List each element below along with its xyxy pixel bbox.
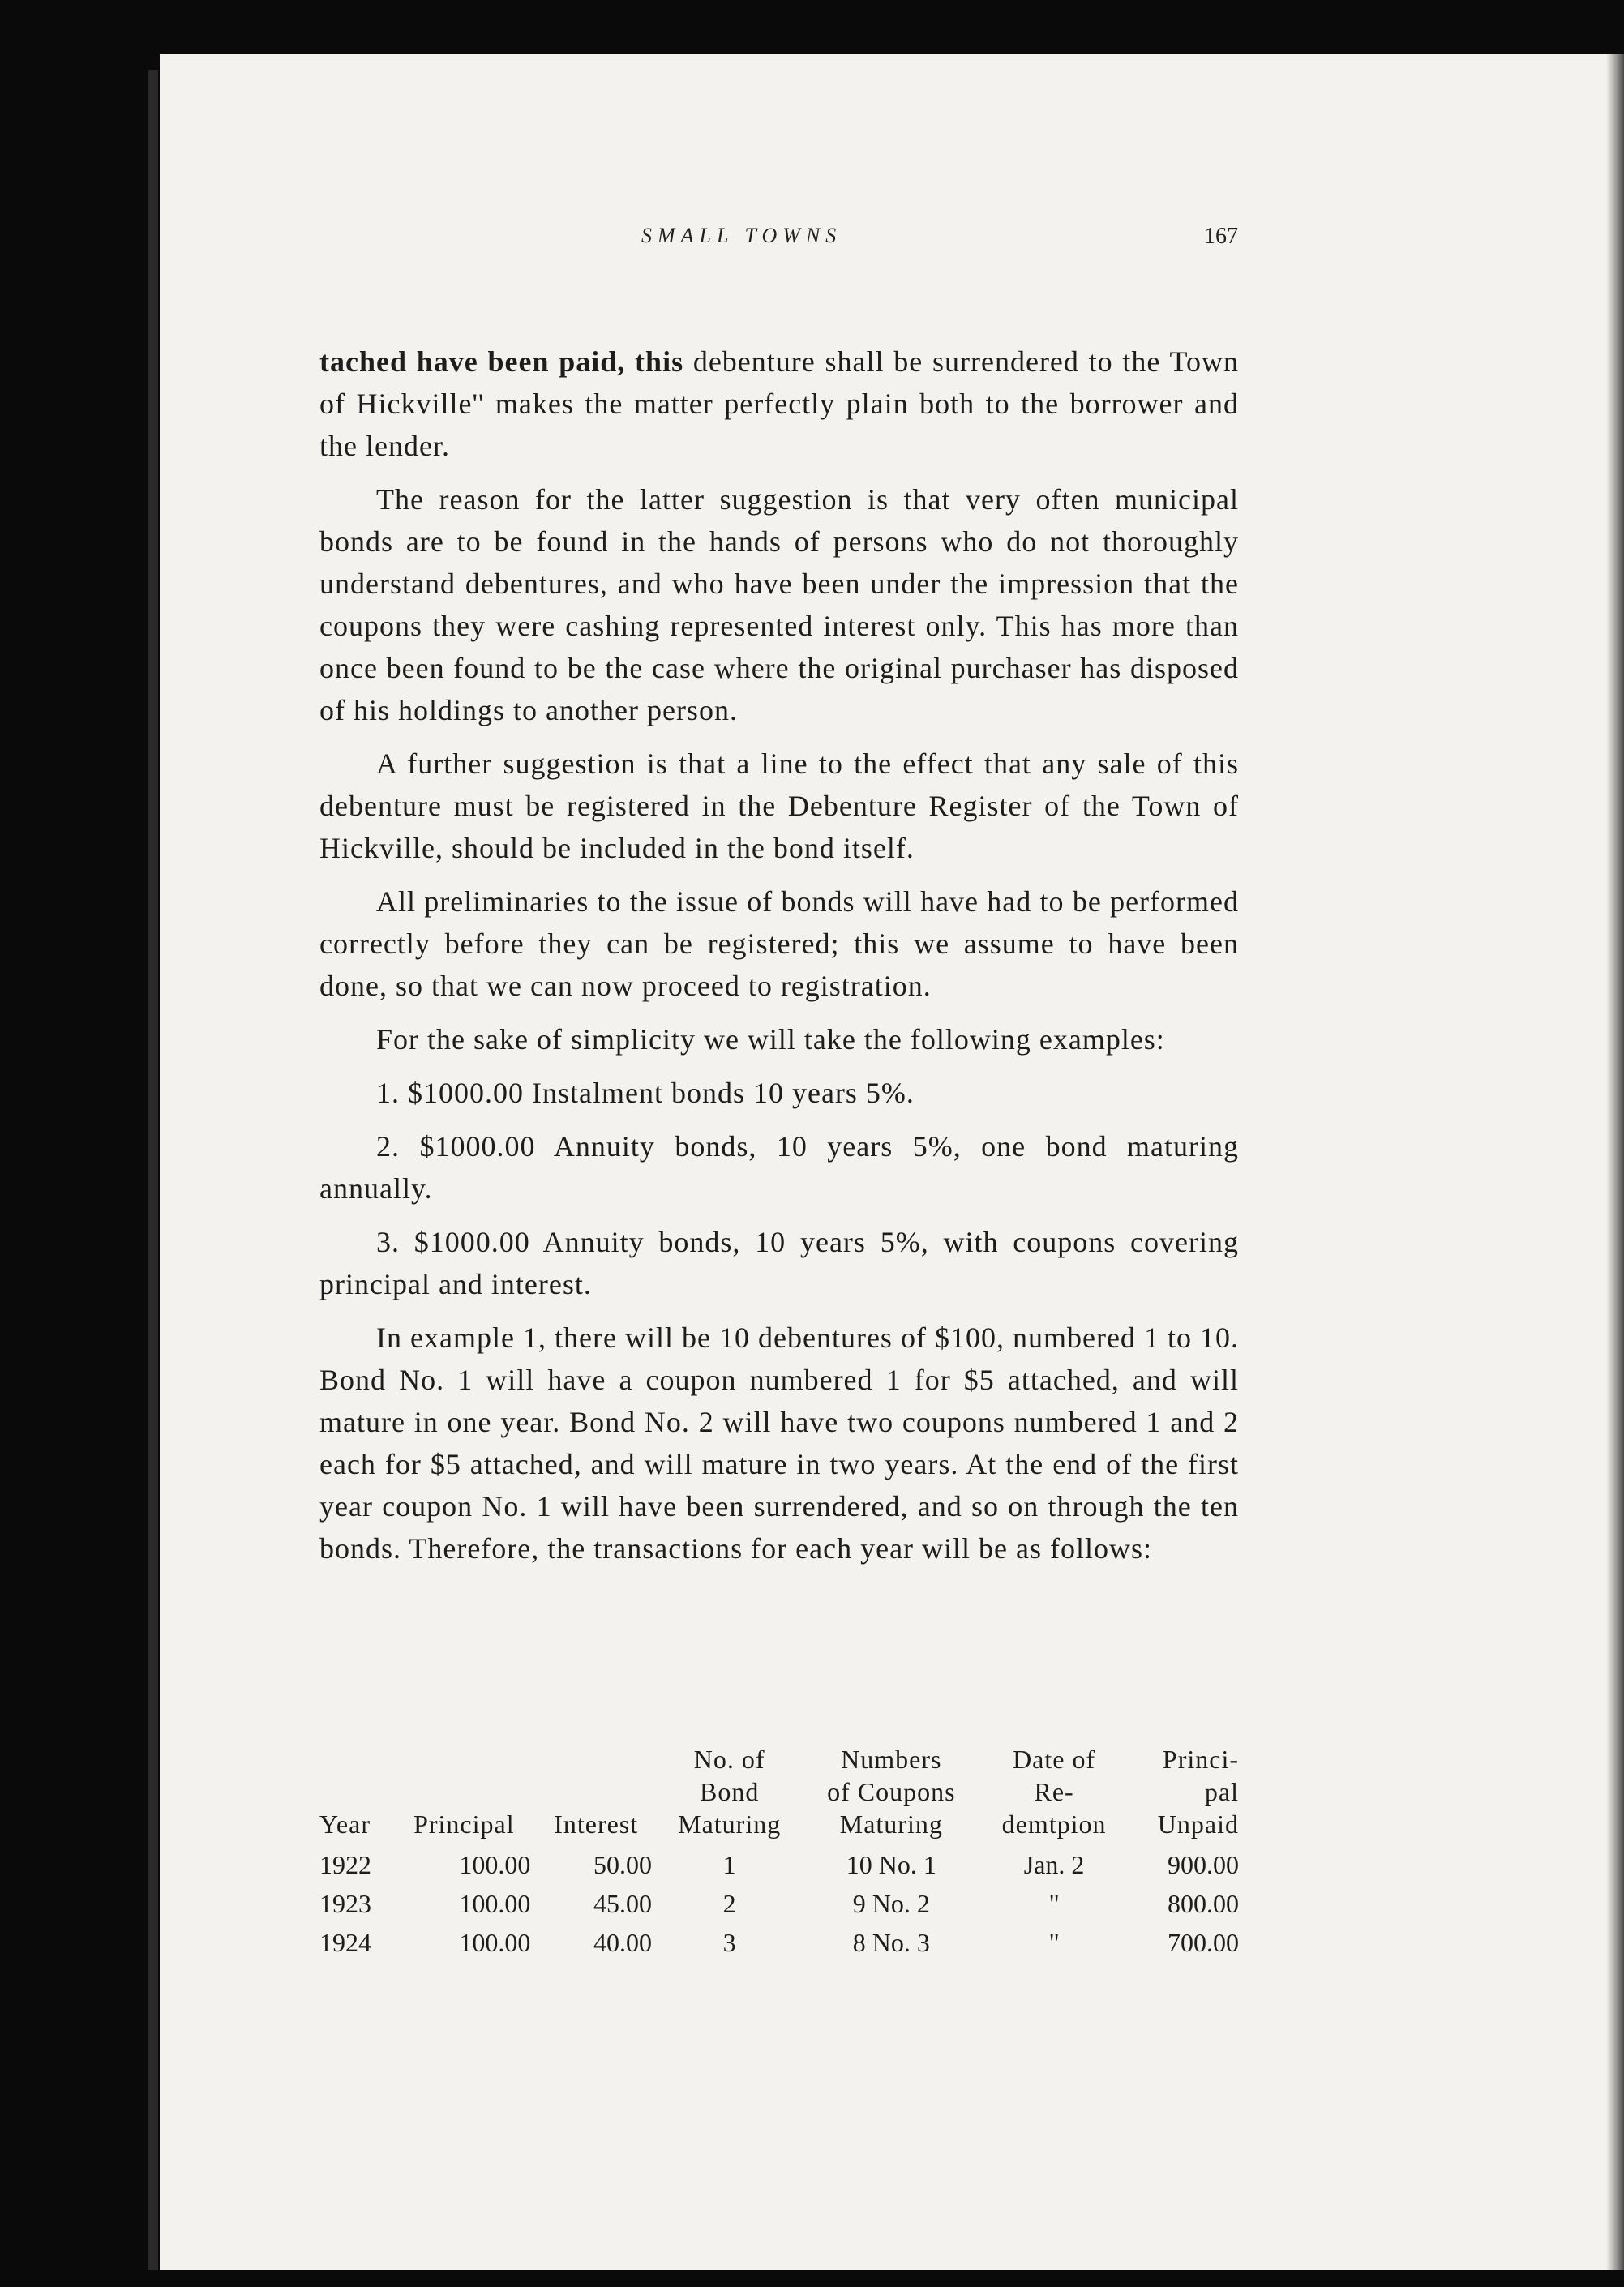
cell-bond: 2 — [722, 1889, 736, 1918]
paragraph — [319, 1018, 1239, 1060]
column-header-bond-maturing: No. of Bond Maturing — [678, 1745, 782, 1839]
cell-date: Jan. 2 — [1023, 1850, 1085, 1879]
list-item — [319, 1221, 1239, 1305]
cell-year: 1923 — [319, 1889, 371, 1918]
list-item — [319, 1072, 1239, 1114]
column-header-principal: Principal — [413, 1809, 515, 1839]
page-number: 167 — [1204, 224, 1238, 249]
cell-principal: 100.00 — [459, 1928, 531, 1957]
paragraph — [319, 340, 1239, 467]
table-row — [319, 1845, 1239, 1884]
cell-bond: 3 — [722, 1928, 736, 1957]
bold-lead-text: tached have been paid, this — [319, 345, 684, 378]
transactions-table — [319, 1743, 1239, 1962]
paragraph — [319, 880, 1239, 1007]
paragraph-text: debenture shall be surrendered to the Town of Hickville'' makes the matter perfectly plain both to the borrower and the lender. — [319, 345, 1239, 462]
paragraph — [319, 1317, 1239, 1570]
column-header-year: Year — [319, 1809, 371, 1839]
list-item-text: 1. $1000.00 Instalment bonds 10 years 5%. — [376, 1077, 915, 1109]
cell-coupons: 8 No. 3 — [852, 1928, 930, 1957]
list-item — [319, 1125, 1239, 1210]
cell-unpaid: 700.00 — [1168, 1928, 1239, 1957]
list-item-text: 2. $1000.00 Annuity bonds, 10 years 5%, one bond maturing annually. — [319, 1130, 1239, 1205]
paragraph-text: For the sake of simplicity we will take the following examples: — [376, 1023, 1165, 1056]
table-row — [319, 1923, 1239, 1962]
paragraph — [319, 478, 1239, 731]
cell-principal: 100.00 — [459, 1889, 531, 1918]
paragraph — [319, 743, 1239, 869]
page-content — [160, 0, 1624, 2287]
book-spine-shadow — [148, 70, 158, 2270]
cell-year: 1924 — [319, 1928, 371, 1957]
table-row — [319, 1884, 1239, 1923]
column-header-coupons-maturing: Numbers of Coupons Maturing — [827, 1745, 956, 1839]
cell-interest: 45.00 — [593, 1889, 652, 1918]
column-header-redemption-date: Date of Re- demtpion — [1001, 1745, 1107, 1839]
cell-date: " — [1048, 1889, 1060, 1918]
cell-principal: 100.00 — [459, 1850, 531, 1879]
paragraph-text: A further suggestion is that a line to the effect that any sale of this debenture must be registered in the Debenture Register of the Town of Hickville, should be included in the bond itself. — [319, 747, 1239, 864]
cell-unpaid: 900.00 — [1168, 1850, 1239, 1879]
column-header-principal-unpaid: Princi- pal Unpaid — [1157, 1745, 1239, 1839]
paragraph-text: In example 1, there will be 10 debentures of $100, numbered 1 to 10. Bond No. 1 will have a coupon numbered 1 for $5 attached, and will mature in one year. Bond No. 2 will have two coupons numbered 1 and 2 each for $5 attached, and will mature in two years. At the end of the first year coupon No. 1 will have been surrendered, and so on through the ten bonds. Therefore, the transactions for each year will be as follows: — [319, 1321, 1239, 1565]
cell-date: " — [1048, 1928, 1060, 1957]
cell-coupons: 9 No. 2 — [852, 1889, 930, 1918]
running-head: SMALL TOWNS — [641, 224, 842, 247]
table-header-row — [319, 1743, 1239, 1845]
page-header — [160, 224, 1624, 256]
cell-interest: 40.00 — [593, 1928, 652, 1957]
cell-unpaid: 800.00 — [1168, 1889, 1239, 1918]
column-header-interest: Interest — [554, 1809, 639, 1839]
body-text — [319, 340, 1239, 1581]
cell-coupons: 10 No. 1 — [846, 1850, 936, 1879]
cell-interest: 50.00 — [593, 1850, 652, 1879]
cell-bond: 1 — [722, 1850, 736, 1879]
paragraph-text: The reason for the latter suggestion is that very often municipal bonds are to be found in the hands of persons who do not thoroughly understand debentures, and who have been under the impression that the coupons they were cashing represented interest only. This has more than once been found to be the case where the original purchaser has disposed of his holdings to another person. — [319, 483, 1239, 726]
list-item-text: 3. $1000.00 Annuity bonds, 10 years 5%, with coupons covering principal and interest. — [319, 1226, 1239, 1300]
cell-year: 1922 — [319, 1850, 371, 1879]
paragraph-text: All preliminaries to the issue of bonds will have had to be performed correctly before they can be registered; this we assume to have been done, so that we can now proceed to registration. — [319, 885, 1239, 1002]
